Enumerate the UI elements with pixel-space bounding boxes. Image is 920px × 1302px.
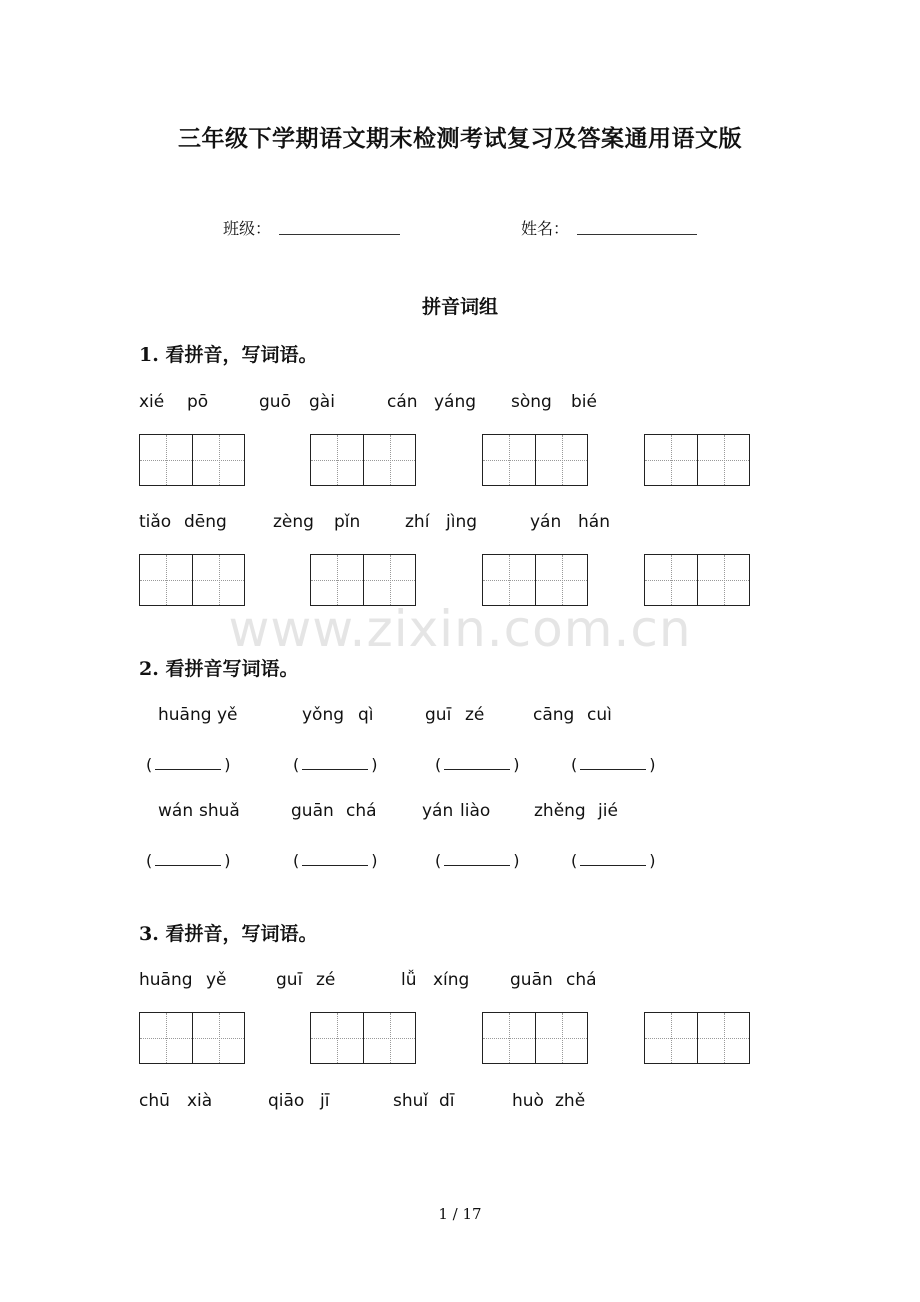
pinyin-syllable: dēng [184,512,227,532]
pinyin-syllable: zhí [405,512,430,532]
pinyin-syllable: cāng [533,705,575,725]
section-title: 拼音词组 [421,296,498,318]
pinyin-syllable: zé [465,705,485,725]
pinyin-syllable: zhěng [534,801,586,821]
pinyin-syllable: shuǎ [199,801,240,821]
pinyin-syllable: xià [187,1091,213,1111]
pinyin-syllable: liào [460,801,491,821]
writing-grid-box[interactable] [139,434,245,486]
writing-grid-box[interactable] [482,554,588,606]
class-label: 班级： [223,219,272,238]
answer-blank[interactable]: ( ) [435,851,520,870]
pinyin-syllable: jié [598,801,618,821]
writing-grid-box[interactable] [644,554,750,606]
pinyin-syllable: guī [276,970,303,990]
pinyin-syllable: xié [139,392,165,412]
pinyin-syllable: qiāo [268,1091,305,1111]
pinyin-syllable: gài [309,392,335,412]
pinyin-syllable: cán [387,392,418,412]
class-blank [279,216,400,235]
pinyin-syllable: wán [158,801,194,821]
pinyin-syllable: chū [139,1091,170,1111]
pinyin-syllable: zhě [555,1091,586,1111]
pinyin-syllable: jī [320,1091,330,1111]
pinyin-syllable: chá [566,970,597,990]
document-title: 三年级下学期语文期末检测考试复习及答案通用语文版 [178,125,742,152]
pinyin-syllable: guī [425,705,452,725]
writing-grid-box[interactable] [139,1012,245,1064]
pinyin-syllable: shuǐ [393,1091,429,1111]
pinyin-syllable: sòng [511,392,552,412]
pinyin-syllable: yě [217,705,238,725]
answer-blank[interactable]: ( ) [571,755,656,774]
page-number: 1 / 17 [438,1205,482,1223]
pinyin-syllable: huò [512,1091,544,1111]
question-2-title: 2. 看拼音写词语。 [139,658,299,680]
pinyin-syllable: huāng [158,705,212,725]
writing-grid-box[interactable] [482,434,588,486]
pinyin-syllable: jìng [446,512,478,532]
pinyin-syllable: lǚ [401,970,417,990]
pinyin-syllable: yán [422,801,454,821]
answer-blank[interactable]: ( ) [146,755,231,774]
pinyin-syllable: pǐn [334,512,361,532]
name-label: 姓名： [521,219,570,238]
pinyin-syllable: guān [510,970,553,990]
writing-grid-box[interactable] [310,1012,416,1064]
writing-grid-box[interactable] [644,1012,750,1064]
pinyin-syllable: hán [578,512,610,532]
answer-blank[interactable]: ( ) [571,851,656,870]
pinyin-syllable: xíng [433,970,470,990]
pinyin-syllable: chá [346,801,377,821]
writing-grid-box[interactable] [644,434,750,486]
pinyin-syllable: qì [358,705,374,725]
writing-grid-box[interactable] [482,1012,588,1064]
pinyin-syllable: guō [259,392,291,412]
writing-grid-box[interactable] [310,554,416,606]
question-1-title: 1. 看拼音，写词语。 [139,344,318,366]
writing-grid-box[interactable] [310,434,416,486]
answer-blank[interactable]: ( ) [293,755,378,774]
answer-blank[interactable]: ( ) [435,755,520,774]
watermark: www.zixin.com.cn [228,600,692,658]
pinyin-syllable: dī [439,1091,455,1111]
writing-grid-box[interactable] [139,554,245,606]
pinyin-syllable: yǒng [302,705,345,725]
name-blank [577,216,697,235]
pinyin-syllable: yáng [434,392,477,412]
pinyin-syllable: zé [316,970,336,990]
pinyin-syllable: zèng [273,512,314,532]
pinyin-syllable: pō [187,392,209,412]
answer-blank[interactable]: ( ) [293,851,378,870]
answer-blank[interactable]: ( ) [146,851,231,870]
pinyin-syllable: bié [571,392,597,412]
pinyin-syllable: yán [530,512,562,532]
pinyin-syllable: yě [206,970,227,990]
pinyin-syllable: cuì [587,705,612,725]
question-3-title: 3. 看拼音，写词语。 [139,923,318,945]
pinyin-syllable: tiǎo [139,512,172,532]
pinyin-syllable: guān [291,801,334,821]
pinyin-syllable: huāng [139,970,193,990]
